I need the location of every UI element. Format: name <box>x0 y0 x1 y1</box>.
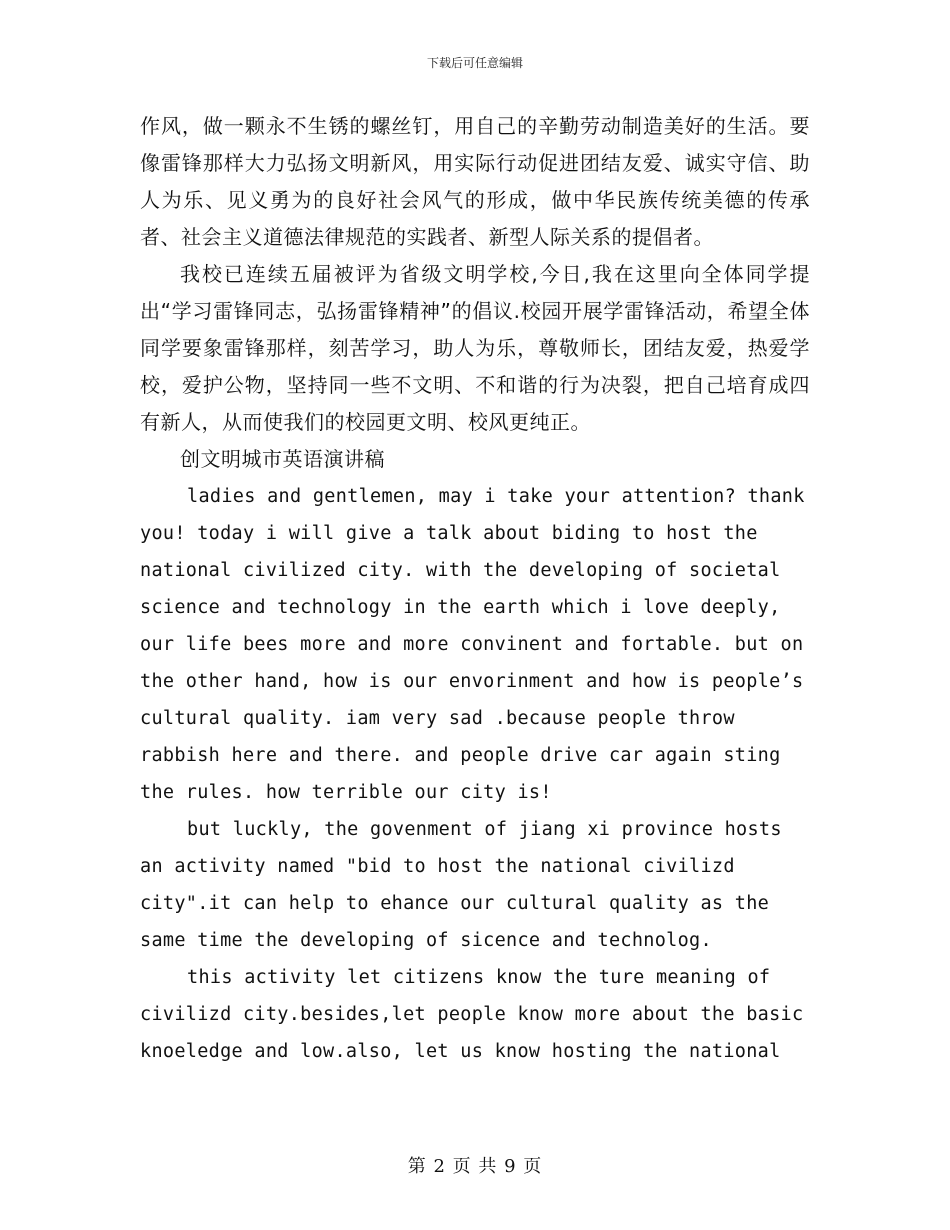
section-title: 创文明城市英语演讲稿 <box>180 447 385 471</box>
page-header: 下载后可任意编辑 <box>426 56 523 70</box>
page-footer: 第 2 页 共 9 页 <box>407 1156 543 1177</box>
paragraph-english-meaning: this activity let citizens know the ture meaning of civilizd city.besides,let people know more about the basic knoeledge and low.also, let us know hosting the national <box>140 967 804 1062</box>
paragraph-school-proposal: 我校已连续五届被评为省级文明学校,今日,我在这里向全体同学提出“学习雷锋同志，弘扬雷锋精神”的倡议.校园开展学雷锋活动，希望全体同学要象雷锋那样，刻苦学习，助人为乐，尊敬师长，团结友爱，热爱学校，爱护公物，坚持同一些不文明、不和谐的行为决裂，把自己培育成四有新人，从而使我们的校园更文明、校风更纯正。 <box>140 262 810 434</box>
paragraph-continued: 作风，做一颗永不生锈的螺丝钉，用自己的辛勤劳动制造美好的生活。要像雷锋那样大力弘扬文明新风，用实际行动促进团结友爱、诚实守信、助人为乐、见义勇为的良好社会风气的形成，做中华民族传统美德的传承者、社会主义道德法律规范的实践者、新型人际关系的提倡者。 <box>140 114 810 249</box>
document-body <box>140 108 810 1070</box>
paragraph-english-intro: ladies and gentlemen, may i take your attention? thank you! today i will give a talk about biding to host the national civilized city. with the developing of societal science and technology in the earth which i love deeply, our life bees more and more convinent and fortable. but on the other hand, how is our envorinment and how is people’s cultural quality. iam very sad .because people throw rabbish here and there. and people drive car again sting the rules. how terrible our city is! <box>140 486 805 803</box>
paragraph-english-activity: but luckly, the govenment of jiang xi province hosts an activity named "bid to host the national civilizd city".it can help to ehance our cultural quality as the same time the developing of sicence and technolog. <box>140 819 782 951</box>
